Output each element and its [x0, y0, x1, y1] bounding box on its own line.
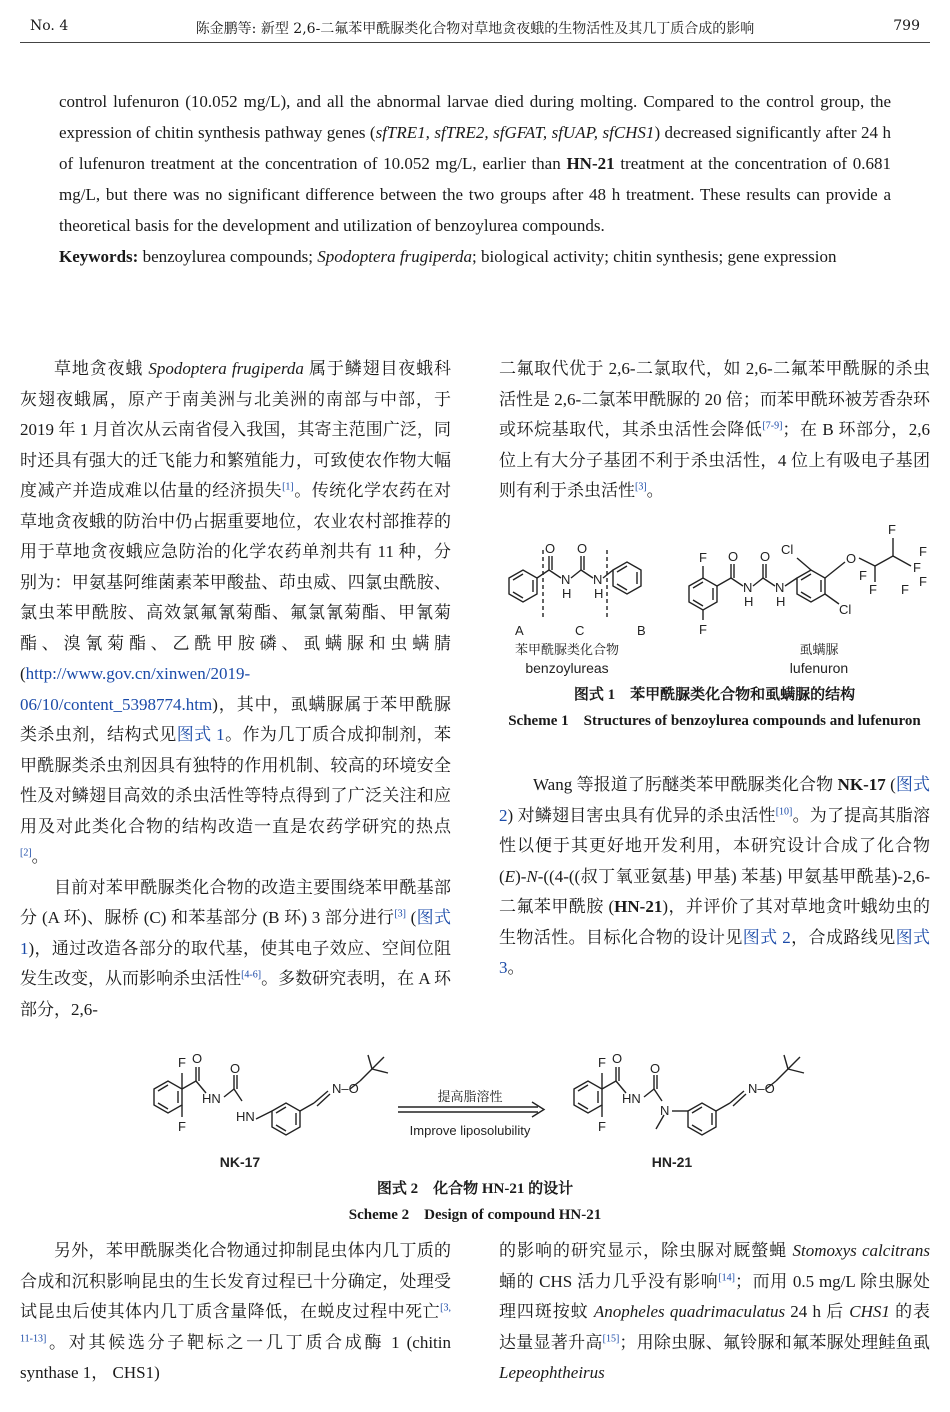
text: 的影响的研究显示，除虫脲对厩螫蝇	[499, 1241, 793, 1260]
caption-en: Scheme 2 Design of compound HN-21	[348, 1207, 602, 1223]
compound-class-cn: 苯甲酰脲类化合物	[514, 642, 620, 657]
paragraph	[499, 354, 930, 507]
atom-label: Cl	[839, 602, 852, 617]
text: ，合成路线见	[790, 927, 896, 947]
paragraph	[20, 873, 451, 1026]
running-header	[20, 14, 930, 43]
arrow-label-cn: 提高脂溶性	[437, 1089, 503, 1104]
abstract-part: ) decreased significantly after 24 h of lufenuron treatment at the concentration of 10.052 mg/L, earlier than	[59, 123, 891, 173]
atom-label: F	[699, 622, 707, 637]
right-column-top	[499, 354, 930, 507]
atom-label: O	[846, 551, 857, 566]
text: 。	[507, 958, 525, 977]
citation[interactable]: [14]	[718, 1271, 735, 1283]
paragraph	[20, 1236, 451, 1389]
text: -((4-((叔丁氧亚氨基) 甲基) 苯基) 甲氨基甲酰基)-2,6-二氟苯甲酰胺 (	[499, 866, 930, 916]
citation[interactable]: [4-6]	[241, 969, 262, 981]
arrow-label-en: Improve liposolubility	[409, 1123, 531, 1138]
text: 。	[31, 847, 49, 866]
atom-label: F	[699, 550, 707, 565]
text: )，通过改造各部分的取代基，使其电子效应、空间位阻发生改变，从而影响杀虫活性	[20, 938, 451, 988]
compound-name: HN-21	[566, 154, 615, 173]
scheme2-figure	[140, 1045, 820, 1175]
atom-label: O	[612, 1051, 623, 1066]
text: ) 对鳞翅目害虫具有优异的杀虫活性	[507, 805, 776, 825]
text: 。传统化学农药在对草地贪夜蛾的防治中仍占据重要地位，农业农村部推荐的用于草地贪夜蛾应急防治的化学农药单剂共有 11 种，分别为：甲氨基阿维菌素苯甲酸盐、茚虫威、四氯虫酰胺、氯虫苯甲酰胺、高效氯氟氰菊酯、氟氯氰菊酯、甲氰菊酯、溴氰菊酯、乙酰甲胺磷、虱螨脲和虫螨腈 (	[20, 481, 452, 683]
atom-label: Cl	[781, 542, 794, 557]
atom-label: HN	[236, 1109, 255, 1124]
abstract-text	[59, 86, 891, 272]
caption-en: Scheme 1 Structures of benzoylurea compounds and lufenuron	[508, 713, 921, 729]
text: )，其中，虱螨脲属于苯甲酰脲类杀虫剂，结构式见	[20, 694, 451, 744]
issue-number: No. 4	[30, 18, 69, 34]
species-name: Anopheles quadrimaculatus	[593, 1302, 786, 1321]
gene-list: sfTRE1, sfTRE2, sfGFAT, sfUAP, sfCHS1	[375, 123, 655, 142]
text: 二氟取代优于 2,6-二氯取代，如 2,6-二氟苯甲酰脲的杀虫活性是 2,6-二氯苯甲酰脲的 20 倍；而苯甲酰环被芳香杂环或环烷基取代，其杀虫活性会降低	[499, 359, 930, 439]
scheme-link[interactable]: 图式 3	[499, 927, 931, 977]
atom-label: F	[598, 1119, 606, 1134]
scheme1-caption	[499, 684, 930, 732]
scheme-link[interactable]: 图式 1	[176, 725, 225, 744]
atom-label: F	[901, 582, 909, 597]
text: N	[526, 866, 538, 886]
compound-name: NK-17	[837, 775, 886, 794]
species-name: Stomoxys calcitrans	[792, 1241, 930, 1260]
species-name: Spodoptera frugiperda	[148, 359, 304, 378]
bridge-label-c: C	[575, 623, 585, 638]
atom-label: F	[919, 574, 927, 589]
scheme1-figure	[499, 520, 930, 680]
text: 。作为几丁质合成抑制剂，苯甲酰脲类杀虫剂因具有独特的作用机制、较高的环境安全性及对鳞翅目高效的杀虫活性等特点得到了广泛关注和应用及对此类化合物的结构改造一直是农药学研究的热点	[20, 725, 452, 836]
citation[interactable]: [3, 11-13]	[20, 1302, 451, 1344]
text: ；而用 0.5 mg/L 除虫脲处理四斑按蚊	[499, 1271, 930, 1321]
atom-label: N–O	[748, 1081, 775, 1096]
scheme2-caption	[140, 1178, 810, 1226]
atom-label: HN	[202, 1091, 221, 1106]
citation[interactable]: [1]	[282, 481, 294, 493]
text: 的表达量显著升高	[499, 1302, 931, 1352]
atom-label: O	[230, 1061, 241, 1076]
text: 。对其候选分子靶标之一几丁质合成酶 1 (chitin synthase 1， CHS1)	[20, 1332, 451, 1382]
gene-name: CHS1	[849, 1302, 890, 1321]
atom-label: H	[594, 586, 604, 601]
text: 属于鳞翅目夜蛾科灰翅夜蛾属，原产于南美洲与北美洲的南部与中部，于 2019 年 1 月首次从云南省侵入我国，其寄主范围广泛，同时还具有强大的迁飞能力和繁殖能力，可致使农作物大幅度减产并造成难以估量的经济损失	[20, 359, 451, 500]
scheme-link[interactable]: 图式 2	[499, 775, 930, 825]
atom-label: F	[178, 1055, 186, 1070]
atom-label: N	[660, 1103, 670, 1118]
text: )，并评价了其对草地贪叶蛾幼虫的生物活性。目标化合物的设计见	[499, 897, 930, 947]
keywords-label: Keywords:	[59, 247, 139, 266]
atom-label: HN	[622, 1091, 641, 1106]
text: 。	[646, 481, 664, 500]
atom-label: O	[545, 541, 556, 556]
url-link[interactable]: http://www.gov.cn/xinwen/2019-06/10/content_5398774.htm	[20, 664, 251, 714]
text: 。为了提高其脂溶性以便于其更好地开发利用，本研究设计合成了化合物 (	[499, 805, 930, 886]
text: Wang 等报道了肟醚类苯甲酰脲类化合物	[533, 775, 838, 794]
compound-name-en: lufenuron	[789, 660, 849, 676]
atom-label: N	[593, 572, 603, 587]
atom-label: F	[919, 544, 927, 559]
paragraph	[499, 1236, 930, 1389]
atom-label: H	[776, 594, 786, 609]
atom-label: N	[743, 580, 753, 595]
atom-label: O	[577, 541, 588, 556]
compound-name: HN-21	[614, 897, 663, 916]
text: ；在 B 环部分，2,6 位上有大分子基团不利于杀虫活性，4 位上有吸电子基团则有利于杀虫活性	[499, 420, 930, 500]
abstract-part: treatment at the concentration of 0.681 mg/L, but there was no significant difference between the two groups after 48 h treatment. These results can provide a theoretical basis for the development and utilization of benzoylurea compounds.	[59, 154, 892, 235]
ring-label-a: A	[515, 623, 524, 638]
atom-label: F	[598, 1055, 606, 1070]
scheme-link[interactable]: 图式 2	[742, 927, 791, 947]
atom-label: O	[760, 549, 771, 564]
text: ；用除虫脲、氟铃脲和氟苯脲处理鲑鱼虱	[619, 1332, 931, 1352]
page-number: 799	[893, 18, 920, 34]
text: (	[885, 775, 896, 794]
citation[interactable]: [3]	[394, 908, 406, 920]
abstract-part: control lufenuron (10.052 mg/L), and all the abnormal larvae died during molting. Compared to the control group, the expression of chitin synthesis pathway genes (	[59, 92, 891, 142]
text: 24 h 后	[785, 1302, 850, 1321]
atom-label: N–O	[332, 1081, 359, 1096]
atom-label: N	[561, 572, 571, 587]
text: 草地贪夜蛾	[54, 359, 149, 378]
caption-cn: 图式 2 化合物 HN-21 的设计	[376, 1181, 574, 1197]
text: 。多数研究表明，在 A 环部分，2,6-	[20, 969, 452, 1019]
paragraph	[20, 354, 451, 873]
bottom-left-column	[20, 1236, 451, 1389]
caption-cn: 图式 1 苯甲酰脲类化合物和虱螨脲的结构	[573, 687, 856, 703]
running-title: 陈金鹏等: 新型 2,6-二氟苯甲酰脲类化合物对草地贪夜蛾的生物活性及其几丁质合成的影响	[195, 21, 755, 37]
text: (	[405, 908, 417, 927]
text: 目前对苯甲酰脲类化合物的改造主要围绕苯甲酰基部分 (A 环)、脲桥 (C) 和苯基部分 (B 环) 3 部分进行	[20, 877, 451, 927]
atom-label: O	[728, 549, 739, 564]
atom-label: F	[869, 582, 877, 597]
left-column	[20, 354, 451, 1025]
citation[interactable]: [10]	[775, 805, 793, 817]
text: )-	[515, 866, 527, 886]
compound-label-hn21: HN-21	[651, 1154, 693, 1170]
compound-class-en: benzoylureas	[525, 660, 609, 676]
atom-label: O	[192, 1051, 203, 1066]
compound-label-nk17: NK-17	[219, 1154, 261, 1170]
keywords-text: benzoylurea compounds;	[138, 247, 318, 266]
text: E	[504, 866, 516, 886]
compound-name-cn: 虱螨脲	[799, 642, 839, 657]
citation[interactable]: [15]	[602, 1332, 620, 1344]
atom-label: H	[562, 586, 572, 601]
ring-label-b: B	[637, 623, 646, 638]
atom-label: H	[744, 594, 754, 609]
atom-label: N	[775, 580, 785, 595]
atom-label: F	[859, 568, 867, 583]
atom-label: F	[913, 560, 921, 575]
text: 蛹的 CHS 活力几乎没有影响	[499, 1271, 719, 1291]
text: 另外，苯甲酰脲类化合物通过抑制昆虫体内几丁质的合成和沉积影响昆虫的生长发育过程已十分确定，处理受试昆虫后使其体内几丁质含量降低，在蜕皮过程中死亡	[20, 1241, 451, 1321]
bottom-right-column	[499, 1236, 930, 1389]
atom-label: O	[650, 1061, 661, 1076]
citation[interactable]: [7-9]	[762, 420, 783, 432]
citation[interactable]: [3]	[635, 481, 647, 493]
species-name: Spodoptera frugiperda	[317, 247, 472, 266]
species-name: Lepeophtheirus	[499, 1363, 605, 1382]
atom-label: F	[178, 1119, 186, 1134]
right-column-bottom	[499, 770, 930, 984]
atom-label: F	[888, 522, 896, 537]
citation[interactable]: [2]	[20, 847, 32, 859]
paragraph	[499, 770, 930, 984]
keywords-text: ; biological activity; chitin synthesis; gene expression	[472, 247, 837, 266]
scheme-link[interactable]: 图式 1	[20, 908, 452, 958]
